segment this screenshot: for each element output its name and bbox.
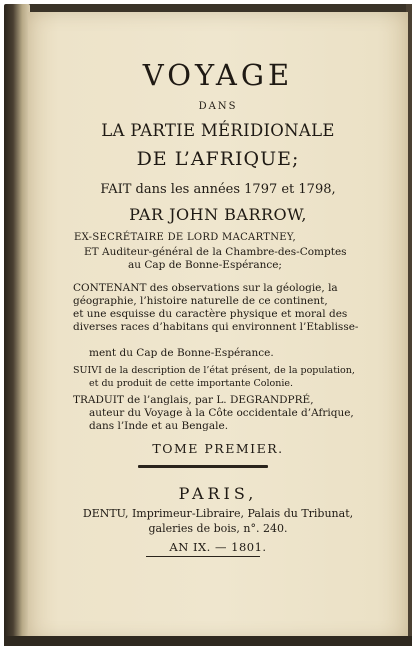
translator-line: TRADUIT de l’anglais, par L. DEGRANDPRÉ, (73, 394, 314, 406)
imprint-date: AN IX. — 1801. (169, 540, 267, 554)
contents-line: ment du Cap de Bonne-Espérance. (89, 347, 274, 359)
contents-line: et une esquisse du caractère physique et moral des (73, 308, 348, 320)
suivi-line: SUIVI de la description de l’état présent, de la population, (73, 365, 355, 376)
title-region-line2: DE L’AFRIQUE; (136, 148, 300, 170)
author-name: PAR JOHN BARROW, (129, 205, 307, 224)
author-role-line3: au Cap de Bonne-Espérance; (128, 259, 282, 271)
author-role-line1: EX-SECRÉTAIRE DE LORD MACARTNEY, (74, 232, 296, 243)
volume-label: TOME PREMIER. (152, 441, 284, 456)
title-region-line1: LA PARTIE MÉRIDIONALE (101, 121, 335, 140)
imprint-city: PARIS, (178, 484, 258, 503)
imprint-publisher: DENTU, Imprimeur-Libraire, Palais du Tribunat, (82, 507, 354, 520)
travel-years: FAIT dans les années 1797 et 1798, (100, 182, 336, 197)
book-spine (4, 4, 30, 642)
imprint-address: galeries de bois, n°. 240. (148, 522, 288, 535)
contents-line: CONTENANT des observations sur la géologie, la (73, 282, 338, 294)
book-binding-bottom (4, 636, 412, 646)
contents-line: diverses races d’habitans qui environnent l’Etablisse- (73, 321, 359, 333)
suivi-line: et du produit de cette importante Colonie. (89, 378, 294, 389)
translator-line: auteur du Voyage à la Côte occidentale d’Afrique, (89, 407, 354, 419)
date-rule (146, 556, 260, 557)
title-connector: DANS (198, 101, 238, 112)
contents-line: géographie, l’histoire naturelle de ce continent, (73, 295, 328, 307)
book-title: VOYAGE (142, 58, 294, 92)
translator-line: dans l’Inde et au Bengale. (89, 420, 229, 432)
author-role-line2: ET Auditeur-général de la Chambre-des-Comptes (84, 246, 347, 258)
ornamental-rule (138, 465, 268, 468)
